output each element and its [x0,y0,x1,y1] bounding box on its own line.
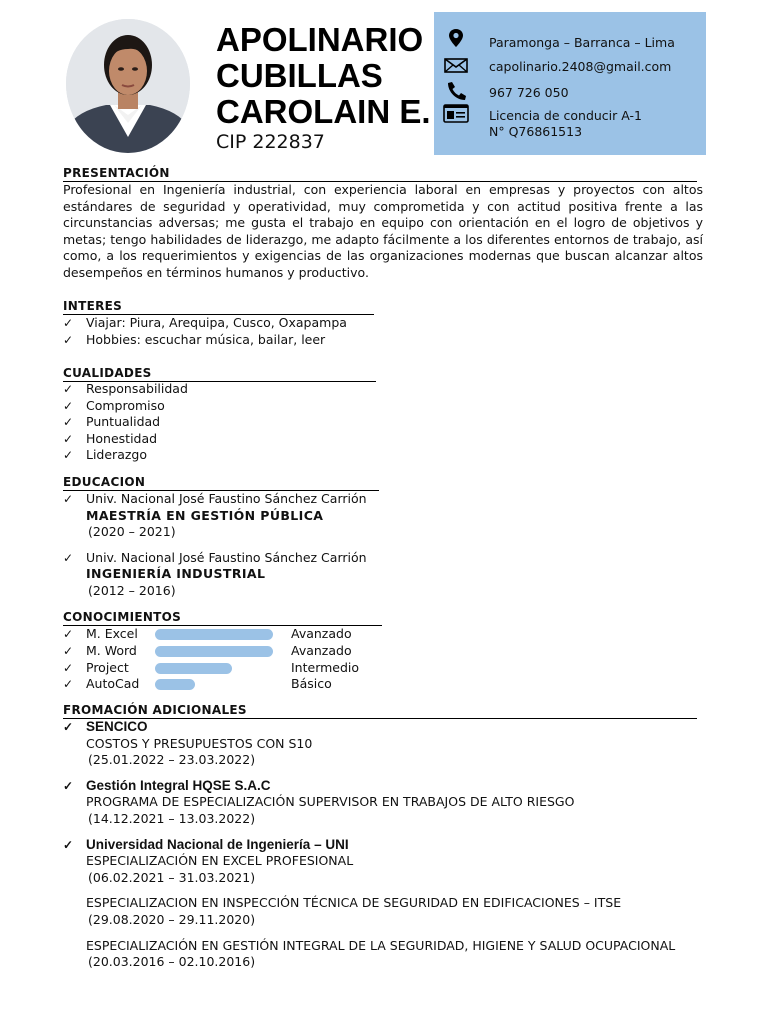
training-course: COSTOS Y PRESUPUESTOS CON S10 [86,735,313,751]
checkmark-icon: ✓ [63,431,74,446]
quality-text: Responsabilidad [86,381,188,396]
skill-level: Avanzado [291,642,352,658]
skill-name: M. Excel [86,626,138,641]
name-line-1: APOLINARIO [216,21,424,58]
checkmark-icon: ✓ [63,492,74,506]
section-title-presentacion: PRESENTACIÓN [63,166,697,182]
education-degree: MAESTRÍA EN GESTIÓN PÚBLICA [86,507,324,523]
interest-text: Viajar: Piura, Arequipa, Cusco, Oxapampa [86,315,347,330]
training-course: ESPECIALIZACION EN INSPECCIÓN TÉCNICA DE SEGURIDAD EN EDIFICACIONES – ITSE [86,895,622,911]
checkmark-icon: ✓ [63,316,74,330]
list-item [63,315,347,332]
training-period: (29.08.2020 – 29.11.2020) [88,911,256,927]
phone-icon [442,80,470,100]
presentation-text: Profesional en Ingeniería industrial, con experiencia laboral en empresas y proyectos con altos estándares de seguridad y operatividad, muy comprometida y con actitud positiva frente a las circunstancias adversas; me gusta el trabajo en equipo con orientación en el logro de objetivos y metas; tengo habilidades de liderazgo, me adapto fácilmente a los diferentes entornos de trabajo, así como, a los requerimientos y exigencias de las organizaciones modernas que buscan alcanzar altos desempeños en términos humanos y productivo. [63,182,703,280]
map-pin-icon [442,28,470,48]
interests-list [63,315,347,348]
qualities-list [63,381,188,464]
license-text: Licencia de conducir A-1 [489,108,642,123]
name-block [216,22,431,153]
section-title-cualidades: CUALIDADES [63,366,376,382]
skill-level-bar [155,663,232,674]
license-number: N° Q76861513 [489,124,583,139]
checkmark-icon: ✓ [63,332,74,347]
id-card-icon [442,103,470,125]
list-item [63,447,188,464]
skill-level: Intermedio [291,659,360,675]
skill-level-bar [155,629,273,640]
education-degree: INGENIERÍA INDUSTRIAL [86,566,266,582]
training-institution: Gestión Integral HQSE S.A.C [86,777,271,793]
education-list [63,491,367,600]
skill-name: Project [86,659,129,675]
section-title-interes: INTERES [63,299,374,315]
contact-license [442,105,702,145]
quality-text: Honestidad [86,430,158,446]
training-list [63,719,703,971]
skill-row [63,626,393,643]
training-institution: SENCICO [86,719,148,734]
list-item [63,431,188,448]
list-item [63,414,188,431]
list-item [63,332,347,349]
section-title-conocimientos: CONOCIMIENTOS [63,610,382,626]
checkmark-icon: ✓ [63,643,74,658]
training-institution: Universidad Nacional de Ingeniería – UNI [86,836,349,852]
skills-list [63,626,393,693]
checkmark-icon: ✓ [63,448,74,463]
skill-row [63,643,393,660]
list-item [63,398,188,415]
list-item [63,837,703,854]
training-course: ESPECIALIZACIÓN EN EXCEL PROFESIONAL [86,853,354,869]
list-item [63,778,703,795]
contact-phone [442,80,702,104]
training-period: (25.01.2022 – 23.03.2022) [88,752,256,768]
contact-box [434,12,706,155]
checkmark-icon: ✓ [63,415,74,430]
skill-level: Avanzado [291,626,352,641]
education-institution: Univ. Nacional José Faustino Sánchez Carrión [86,491,367,506]
checkmark-icon: ✓ [63,720,74,734]
skill-row [63,660,393,677]
envelope-icon [442,56,470,76]
checkmark-icon: ✓ [63,660,74,675]
contact-email [442,56,702,80]
section-title-formacion: FROMACIÓN ADICIONALES [63,703,697,719]
checkmark-icon: ✓ [63,627,74,641]
training-course: ESPECIALIZACIÓN EN GESTIÓN INTEGRAL DE LA SEGURIDAD, HIGIENE Y SALUD OCUPACIONAL [86,937,676,953]
interest-text: Hobbies: escuchar música, bailar, leer [86,331,326,347]
quality-text: Liderazgo [86,447,148,463]
location-text: Paramonga – Barranca – Lima [489,35,675,50]
training-period: (14.12.2021 – 13.03.2022) [88,810,256,826]
list-item [63,491,367,508]
phone-text: 967 726 050 [489,85,569,100]
cip-number: CIP 222837 [216,131,325,153]
skill-level: Básico [291,676,332,692]
checkmark-icon: ✓ [63,398,74,413]
training-period: (20.03.2016 – 02.10.2016) [88,954,256,970]
checkmark-icon: ✓ [63,837,74,852]
name-line-2: CUBILLAS [216,57,383,94]
checkmark-icon: ✓ [63,778,74,793]
quality-text: Compromiso [86,397,165,413]
skill-name: M. Word [86,642,137,658]
education-period: (2020 – 2021) [88,524,176,540]
skill-level-bar [155,679,195,690]
section-title-educacion: EDUCACION [63,475,379,491]
checkmark-icon: ✓ [63,550,74,565]
list-item [63,550,367,567]
list-item [63,381,188,398]
skill-row [63,676,393,693]
list-item [63,719,703,736]
checkmark-icon: ✓ [63,677,74,692]
education-period: (2012 – 2016) [88,582,176,598]
contact-location [442,32,702,56]
name-line-3: CAROLAIN E. [216,93,431,130]
skill-level-bar [155,646,273,657]
education-institution: Univ. Nacional José Faustino Sánchez Carrión [86,549,367,565]
email-text[interactable]: capolinario.2408@gmail.com [489,59,672,74]
training-period: (06.02.2021 – 31.03.2021) [88,869,256,885]
person-portrait-icon [66,19,190,153]
profile-photo [66,19,190,153]
training-course: PROGRAMA DE ESPECIALIZACIÓN SUPERVISOR EN TRABAJOS DE ALTO RIESGO [86,794,575,810]
quality-text: Puntualidad [86,414,161,430]
checkmark-icon: ✓ [63,382,74,396]
skill-name: AutoCad [86,676,140,692]
